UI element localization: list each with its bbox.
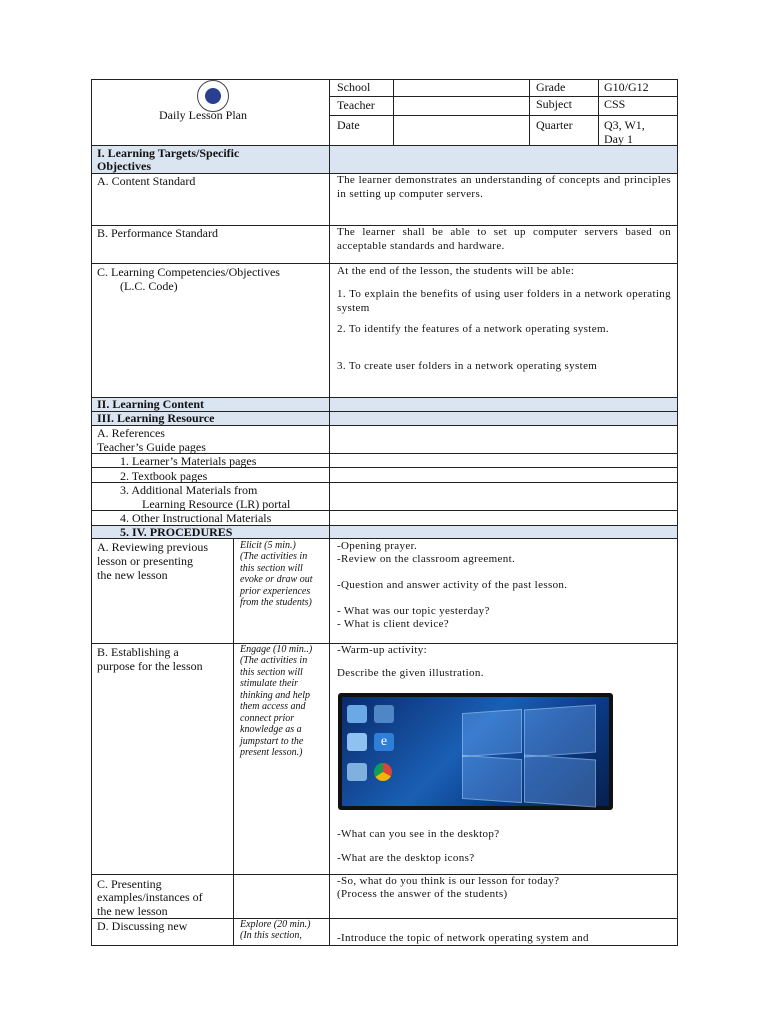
grade-label: Grade bbox=[536, 80, 566, 94]
window-logo-pane bbox=[462, 755, 522, 803]
grid-line bbox=[329, 79, 330, 946]
grid-line bbox=[529, 79, 530, 145]
grid-line bbox=[91, 425, 678, 426]
grid-line bbox=[329, 96, 678, 97]
window-logo-pane bbox=[524, 754, 596, 807]
section4-heading: 5. IV. PROCEDURES bbox=[120, 525, 233, 539]
objective-1: 1. To explain the benefits of using user folders in a network operating system bbox=[337, 288, 671, 314]
explore-note-title: Explore (20 min.) bbox=[240, 919, 311, 930]
subject-value: CSS bbox=[604, 97, 626, 111]
section2-heading: II. Learning Content bbox=[97, 397, 205, 411]
explore-note-body: (In this section, bbox=[240, 930, 302, 941]
procedure-b-label-2: purpose for the lesson bbox=[97, 659, 203, 673]
teacher-label: Teacher bbox=[337, 98, 375, 112]
section1-heading: I. Learning Targets/Specific bbox=[97, 146, 240, 160]
grid-line bbox=[677, 79, 678, 946]
engage-note-title: Engage (10 min..) bbox=[240, 644, 313, 655]
competencies-intro: At the end of the lesson, the students will be able: bbox=[337, 265, 575, 277]
procedure-a-line-4: - What was our topic yesterday? bbox=[337, 605, 490, 617]
performance-standard-label: B. Performance Standard bbox=[97, 226, 218, 240]
grid-line bbox=[598, 79, 599, 145]
window-logo-pane bbox=[524, 704, 596, 757]
lr-portal-label: Learning Resource (LR) portal bbox=[142, 497, 291, 511]
procedure-d-line-1: -Introduce the topic of network operating system and bbox=[337, 932, 589, 944]
performance-standard-text: The learner shall be able to set up computer servers based on acceptable standards and hardware. bbox=[337, 226, 671, 252]
teachers-guide-label: Teacher’s Guide pages bbox=[97, 440, 206, 454]
procedure-a-line-3: -Question and answer activity of the past lesson. bbox=[337, 579, 568, 591]
additional-materials-label: 3. Additional Materials from bbox=[120, 483, 258, 497]
grid-line bbox=[91, 79, 92, 946]
procedure-a-label-2: lesson or presenting bbox=[97, 554, 193, 568]
competencies-code-label: (L.C. Code) bbox=[120, 279, 178, 293]
windows-desktop-illustration bbox=[338, 693, 613, 810]
school-label: School bbox=[337, 80, 371, 94]
textbook-label: 2. Textbook pages bbox=[120, 469, 208, 483]
procedure-a-line-5: - What is client device? bbox=[337, 618, 450, 630]
competencies-label: C. Learning Competencies/Objectives bbox=[97, 265, 280, 279]
procedure-b-label: B. Establishing a bbox=[97, 645, 179, 659]
grid-line bbox=[233, 538, 234, 946]
procedure-a-label-3: the new lesson bbox=[97, 568, 168, 582]
grid-line bbox=[329, 115, 678, 116]
procedure-c-line-2: (Process the answer of the students) bbox=[337, 888, 508, 900]
procedure-b-line-1: -Warm-up activity: bbox=[337, 644, 428, 656]
edge-browser-icon: e bbox=[374, 733, 394, 751]
procedure-a-label: A. Reviewing previous bbox=[97, 540, 208, 554]
procedure-d-label: D. Discussing new bbox=[97, 919, 188, 933]
procedure-c-label-2: examples/instances of bbox=[97, 890, 203, 904]
grid-line bbox=[91, 79, 678, 80]
procedure-b-question-1: -What can you see in the desktop? bbox=[337, 828, 500, 840]
grid-line bbox=[91, 263, 678, 264]
this-pc-icon bbox=[347, 733, 367, 751]
quarter-value: Q3, W1, bbox=[604, 118, 645, 132]
recycle-bin-icon bbox=[347, 705, 367, 723]
elicit-note-title: Elicit (5 min.) bbox=[240, 540, 296, 551]
objective-2: 2. To identify the features of a network operating system. bbox=[337, 323, 609, 335]
procedure-c-line-1: -So, what do you think is our lesson for today? bbox=[337, 875, 560, 887]
learners-materials-label: 1. Learner’s Materials pages bbox=[120, 454, 257, 468]
chrome-browser-icon bbox=[374, 763, 392, 781]
other-materials-label: 4. Other Instructional Materials bbox=[120, 511, 272, 525]
plan-title: Daily Lesson Plan bbox=[159, 108, 247, 122]
procedure-b-line-2: Describe the given illustration. bbox=[337, 667, 484, 679]
section3-heading: III. Learning Resource bbox=[97, 411, 215, 425]
date-label: Date bbox=[337, 118, 360, 132]
quarter-value-day: Day 1 bbox=[604, 132, 633, 146]
procedure-a-line-1: -Opening prayer. bbox=[337, 540, 418, 552]
content-standard-text: The learner demonstrates an understanding of concepts and principles in setting up computer servers. bbox=[337, 174, 671, 200]
procedure-b-question-2: -What are the desktop icons? bbox=[337, 852, 475, 864]
engage-note-body: (The activities in this section will stimulate their thinking and help them access and connect prior knowledge as a jumpstart to the present lesson.) bbox=[240, 655, 310, 758]
window-logo-pane bbox=[462, 709, 522, 757]
section1-heading-cont: Objectives bbox=[97, 159, 151, 173]
content-standard-label: A. Content Standard bbox=[97, 174, 196, 188]
procedure-c-label-3: the new lesson bbox=[97, 904, 168, 918]
grade-value: G10/G12 bbox=[604, 80, 649, 94]
subject-label: Subject bbox=[536, 97, 572, 111]
grid-line bbox=[393, 79, 394, 145]
desktop-wallpaper bbox=[342, 697, 609, 806]
folder-icon bbox=[347, 763, 367, 781]
elicit-note-body: (The activities in this section will evoke or draw out prior experiences from the students) bbox=[240, 551, 313, 608]
procedure-a-line-2: -Review on the classroom agreement. bbox=[337, 553, 516, 565]
objective-3: 3. To create user folders in a network operating system bbox=[337, 360, 598, 372]
control-panel-icon bbox=[374, 705, 394, 723]
references-label: A. References bbox=[97, 426, 165, 440]
quarter-label: Quarter bbox=[536, 118, 573, 132]
procedure-c-label: C. Presenting bbox=[97, 877, 162, 891]
